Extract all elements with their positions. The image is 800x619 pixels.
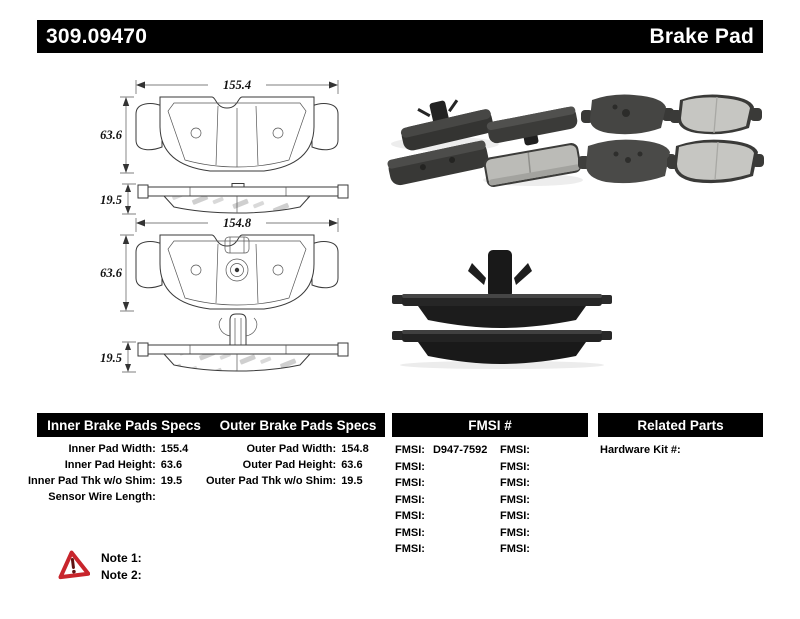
brake-pad-edge-profile-photo — [388, 238, 616, 370]
brake-pad-front-back-photo — [578, 90, 764, 192]
spec-value: 63.6 — [341, 459, 363, 471]
inner-specs-table — [28, 441, 188, 505]
hardware-kit-label: Hardware Kit #: — [600, 444, 681, 456]
outer-pad-technical-drawing — [98, 208, 360, 376]
inner-width-dim-label: 155.4 — [222, 78, 252, 92]
fmsi-label: FMSI: — [500, 510, 530, 522]
spec-value: 155.4 — [160, 443, 189, 455]
fmsi-value — [433, 475, 487, 492]
spec-label: Sensor Wire Length: — [48, 491, 156, 503]
spec-value: 19.5 — [341, 475, 363, 487]
fmsi-value — [433, 525, 487, 542]
spec-label: Inner Pad Height: — [64, 459, 156, 471]
specs-header-bar — [37, 413, 385, 437]
fmsi-value — [433, 492, 487, 509]
brake-pad-set-angled-photo — [383, 88, 583, 193]
inner-height-dim-label: 63.6 — [100, 128, 122, 142]
fmsi-column-2 — [500, 442, 538, 558]
part-number: 309.09470 — [46, 24, 148, 48]
inner-pad-front-view — [136, 97, 338, 171]
outer-width-dim-label: 154.8 — [222, 216, 252, 230]
spec-value — [161, 489, 189, 505]
edge-pad-with-sensor — [392, 250, 612, 328]
note-lines — [101, 549, 142, 584]
outer-thickness-dim-label: 19.5 — [100, 351, 122, 365]
edge-pad-plain — [392, 330, 612, 364]
outer-pad-front-view — [136, 235, 338, 309]
inner-pad-technical-drawing — [98, 70, 360, 218]
spec-label: Inner Pad Thk w/o Shim: — [28, 475, 156, 487]
outer-height-dim-label: 63.6 — [100, 266, 122, 280]
note-line-2: Note 2: — [101, 568, 142, 582]
fmsi-header-bar — [392, 413, 588, 437]
spec-label: Outer Pad Height: — [242, 459, 337, 471]
inner-specs-title: Inner Brake Pads Specs — [47, 417, 201, 433]
warning-triangle-icon — [56, 549, 90, 580]
spec-value: 19.5 — [160, 475, 183, 487]
outer-specs-table — [206, 441, 369, 489]
fmsi-title: FMSI # — [468, 417, 512, 433]
spec-label: Outer Pad Width: — [246, 443, 337, 455]
spec-label: Inner Pad Width: — [68, 443, 156, 455]
page-title: Brake Pad — [649, 24, 754, 48]
fmsi-label: FMSI: — [395, 510, 425, 522]
inner-thickness-dim-label: 19.5 — [100, 193, 122, 207]
fmsi-label: FMSI: — [500, 526, 530, 539]
fmsi-label: FMSI: — [500, 477, 530, 489]
friction-face-pads — [667, 95, 764, 184]
notes-section — [56, 549, 142, 584]
fmsi-label: FMSI: — [395, 493, 425, 506]
fmsi-label: FMSI: — [500, 543, 530, 555]
outer-pad-side-view — [138, 314, 348, 371]
note-line-1: Note 1: — [101, 551, 142, 565]
fmsi-label: FMSI: — [500, 444, 530, 456]
spec-value: 154.8 — [341, 443, 369, 455]
header-bar — [37, 20, 763, 53]
related-parts-header-bar — [598, 413, 763, 437]
related-parts-table — [600, 442, 687, 458]
fmsi-label: FMSI: — [500, 493, 530, 506]
spec-value: 63.6 — [160, 459, 183, 471]
spec-label: Outer Pad Thk w/o Shim: — [206, 475, 337, 487]
fmsi-value — [433, 541, 487, 558]
fmsi-label: FMSI: — [500, 460, 530, 473]
fmsi-label: FMSI: — [395, 477, 425, 489]
fmsi-value: D947-7592 — [432, 444, 488, 456]
fmsi-label: FMSI: — [395, 526, 425, 539]
backing-plate-pads — [578, 95, 676, 184]
fmsi-label: FMSI: — [395, 543, 425, 555]
related-parts-title: Related Parts — [637, 417, 724, 433]
outer-specs-title: Outer Brake Pads Specs — [219, 417, 377, 433]
fmsi-value — [433, 508, 487, 525]
fmsi-value — [433, 459, 487, 476]
fmsi-column-1 — [395, 442, 487, 558]
fmsi-label: FMSI: — [395, 444, 425, 456]
fmsi-label: FMSI: — [395, 460, 425, 473]
